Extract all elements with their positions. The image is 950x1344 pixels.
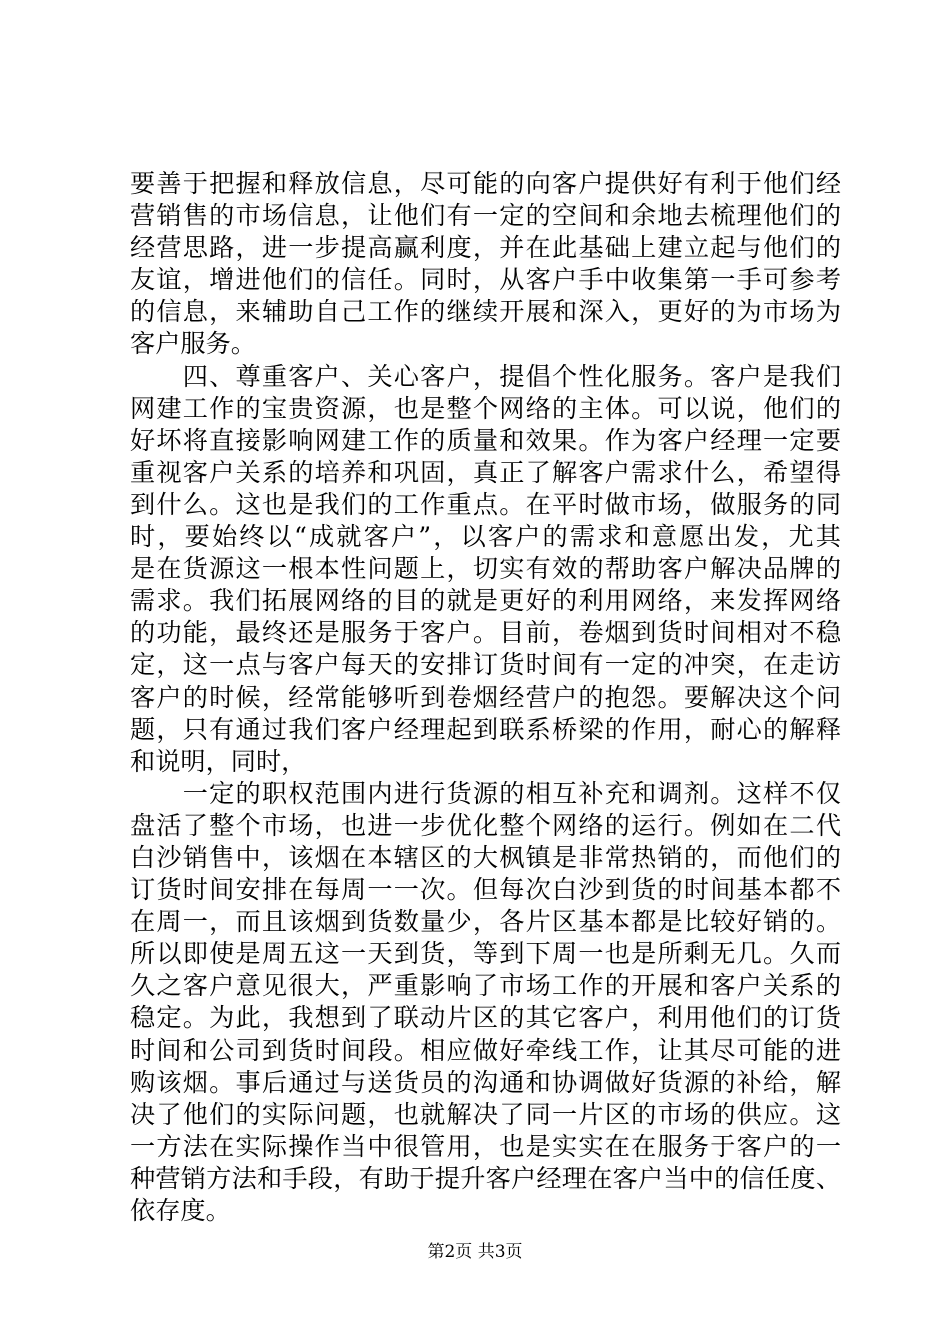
page-number: 第2页 共3页 xyxy=(427,1242,523,1262)
text-line: 四、尊重客户、关心客户，提倡个性化服务。客户是我们 xyxy=(130,361,841,391)
text-line: 是在货源这一根本性问题上，切实有效的帮助客户解决品牌的 xyxy=(130,554,841,584)
text-line: 和说明，同时， xyxy=(130,746,307,776)
text-line: 定，这一点与客户每天的安排订货时间有一定的冲突，在走访 xyxy=(130,650,841,680)
text-line: 需求。我们拓展网络的目的就是更好的利用网络，来发挥网络 xyxy=(130,586,841,616)
text-line: 时间和公司到货时间段。相应做好牵线工作，让其尽可能的进 xyxy=(130,1035,841,1065)
text-line: 友谊，增进他们的信任。同时，从客户手中收集第一手可参考 xyxy=(130,265,841,295)
text-line: 时，要始终以“成就客户”，以客户的需求和意愿出发，尤其 xyxy=(130,522,841,552)
text-line: 在周一，而且该烟到货数量少，各片区基本都是比较好销的。 xyxy=(130,907,841,937)
text-line: 重视客户关系的培养和巩固，真正了解客户需求什么，希望得 xyxy=(130,457,841,487)
text-line: 好坏将直接影响网建工作的质量和效果。作为客户经理一定要 xyxy=(130,425,841,455)
text-line: 经营思路，进一步提高赢利度，并在此基础上建立起与他们的 xyxy=(130,233,841,263)
text-line: 久之客户意见很大，严重影响了市场工作的开展和客户关系的 xyxy=(130,971,841,1001)
text-line: 一方法在实际操作当中很管用，也是实实在在服务于客户的一 xyxy=(130,1131,841,1161)
text-line: 网建工作的宝贵资源，也是整个网络的主体。可以说，他们的 xyxy=(130,393,841,423)
text-line: 营销售的市场信息，让他们有一定的空间和余地去梳理他们的 xyxy=(130,201,841,231)
document-body xyxy=(130,168,841,1227)
text-line: 购该烟。事后通过与送货员的沟通和协调做好货源的补给，解 xyxy=(130,1067,841,1097)
text-line: 客户的时候，经常能够听到卷烟经营户的抱怨。要解决这个问 xyxy=(130,682,841,712)
text-line: 所以即使是周五这一天到货，等到下周一也是所剩无几。久而 xyxy=(130,939,841,969)
text-line: 客户服务。 xyxy=(130,329,256,359)
text-line: 一定的职权范围内进行货源的相互补充和调剂。这样不仅 xyxy=(130,778,841,808)
text-line: 到什么。这也是我们的工作重点。在平时做市场，做服务的同 xyxy=(130,489,841,519)
text-line: 题，只有通过我们客户经理起到联系桥梁的作用，耐心的解释 xyxy=(130,714,841,744)
text-line: 订货时间安排在每周一一次。但每次白沙到货的时间基本都不 xyxy=(130,875,841,905)
text-line: 白沙销售中，该烟在本辖区的大枫镇是非常热销的，而他们的 xyxy=(130,842,841,872)
text-line: 稳定。为此，我想到了联动片区的其它客户，利用他们的订货 xyxy=(130,1003,841,1033)
text-line: 依存度。 xyxy=(130,1196,231,1225)
text-line: 的功能，最终还是服务于客户。目前，卷烟到货时间相对不稳 xyxy=(130,618,841,648)
text-line: 的信息，来辅助自己工作的继续开展和深入，更好的为市场为 xyxy=(130,297,841,327)
text-line: 决了他们的实际问题，也就解决了同一片区的市场的供应。这 xyxy=(130,1099,841,1129)
text-line: 要善于把握和释放信息，尽可能的向客户提供好有利于他们经 xyxy=(130,169,841,198)
text-line: 种营销方法和手段，有助于提升客户经理在客户当中的信任度、 xyxy=(130,1163,841,1193)
text-line: 盘活了整个市场，也进一步优化整个网络的运行。例如在二代 xyxy=(130,810,841,840)
